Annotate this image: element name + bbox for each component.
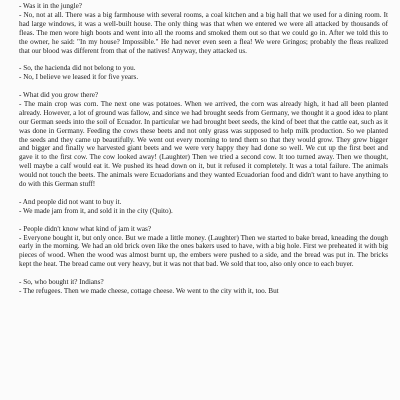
interviewee-answer: - The refugees. Then we made cheese, cottage cheese. We went to the city with it, too. But (19, 286, 279, 295)
paragraph-gap (19, 189, 388, 198)
interviewer-question: - What did you grow there? (19, 91, 99, 100)
interviewee-answer: - Everyone bought it, but only once. But we made a little money. (Laughter) Then we started to bake bread, kneading the dough early in the morning. We had an old brick oven like the ones bakers used to have, with a big hole. First we preheated it with big pieces of wood. When the wood was almost burnt up, the embers were pushed to a side, and the bread was put in. The bricks kept the heat. The bread came out very heavy, but it was not that bad. We sold that too, also only once to each buyer. (19, 233, 388, 269)
interviewee-answer: - We made jam from it, and sold it in the city (Quito). (19, 206, 173, 215)
interviewer-question: - People didn't know what kind of jam it was? (19, 224, 152, 233)
paragraph-gap (19, 216, 388, 225)
paragraph-gap (19, 269, 388, 278)
document-body (19, 2, 388, 296)
interviewee-answer: - No, I believe we leased it for five years. (19, 73, 139, 82)
paragraph-gap (19, 55, 388, 64)
interviewee-answer: - No, not at all. There was a big farmhouse with several rooms, a coal kitchen and a big hall that we used for a dining room. It had large windows, it was a well-built house. The only thing was that when we entered we were all attacked by thousands of fleas. The men wore high boots and went into all the rooms and smoked them out so that we could go in. After we told this to the owner, he said: "In my house? Impossible." He had never even seen a flea! We were Gringos; probably the fleas realized that our blood was different from that of the natives! Anyway, they attacked us. (19, 10, 388, 55)
paragraph-gap (19, 82, 388, 91)
interviewer-question: - So, who bought it? Indians? (19, 278, 104, 287)
interviewee-answer: - The main crop was corn. The next one was potatoes. When we arrived, the corn was already high, it had all been planted already. However, a lot of ground was fallow, and since we had brought seeds from Germany, we thought it a good idea to plant our German seeds into the soil of Ecuador. In particular we had brought beet seeds, the kind of beet that the cattle eat, such as it was done in Germany. Feeding the cows these beets and not only grass was supposed to help milk production. So we planted the seeds and they came up beautifully. We went out every morning to tend them so that they would grow. They grew bigger and bigger and finally we harvested giant beets and we were very happy they had done so well. We cut up the first beet and gave it to the first cow. The cow looked away! (Laughter) Then we tried a second cow. It too turned away. Then we thought, well maybe a calf would eat it. We pushed its head down on it, but it refused it completely. It was a total failure. The animals would not touch the beets. The animals were Ecuadorians and they wanted Ecuadorian food and didn't want to have anything to do with this German stuff! (19, 99, 388, 189)
interviewer-question: - Was it in the jungle? (19, 2, 82, 10)
interviewer-question: - And people did not want to buy it. (19, 197, 122, 206)
interviewer-question: - So, the hacienda did not belong to you. (19, 64, 136, 73)
